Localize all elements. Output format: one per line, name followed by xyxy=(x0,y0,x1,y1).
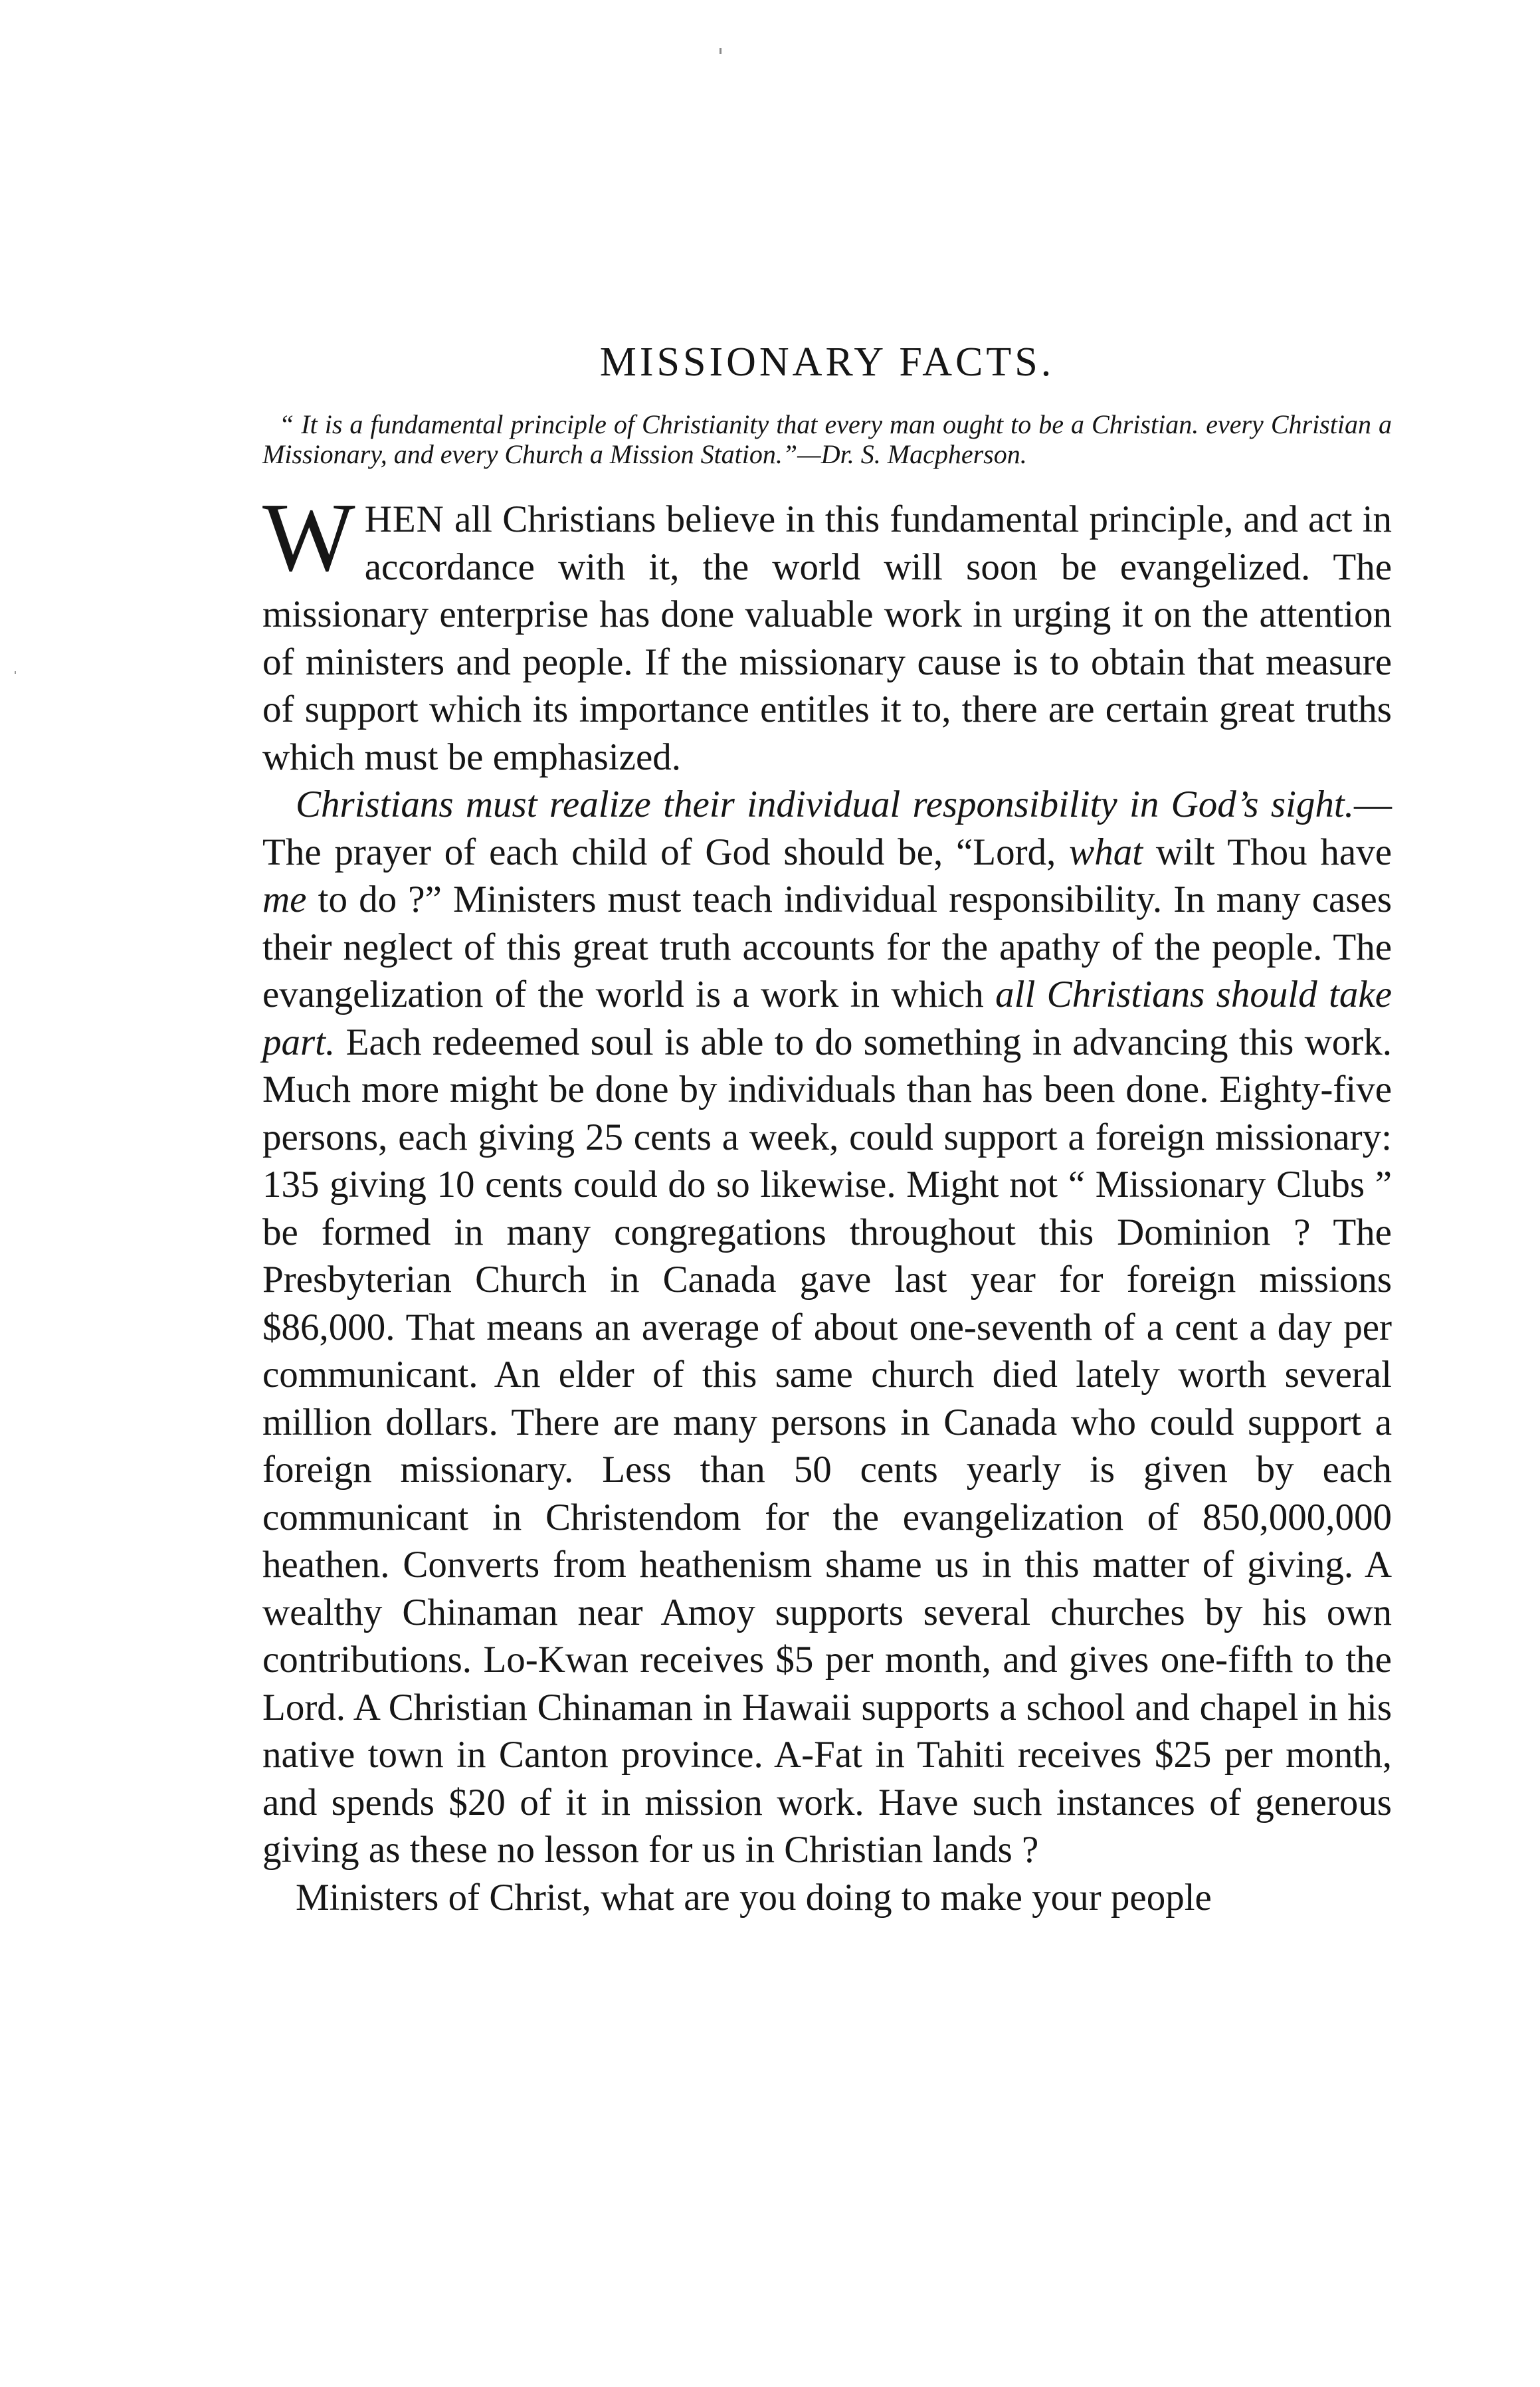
epigraph-quote: “ It is a fundamental principle of Christianity that every man ought to be a Christian. every Christian a Missionary, and every Church a Mission Station.”—Dr. S. Macpherson. xyxy=(262,409,1392,469)
emphasis: what xyxy=(1069,831,1143,873)
body-text: wilt Thou have xyxy=(1143,831,1393,873)
scan-speck xyxy=(15,671,16,674)
body-text: —The prayer of each child of God should be, “Lord, xyxy=(262,783,1392,873)
text-column xyxy=(262,339,1392,1921)
intro-paragraph xyxy=(262,483,1392,781)
intro-body: all Christians believe in this fundamental principle, and act in accordance with it, the world will soon be evangelized. The missionary enterprise has done valuable work in urging it on the attention of ministers and people. If the missionary cause is to obtain that measure of support which its importance entitles it to, there are certain great truths which must be emphasized. xyxy=(262,498,1392,778)
emphasis: all Christians should take part. xyxy=(262,974,1392,1063)
page-title: MISSIONARY FACTS. xyxy=(599,340,1055,385)
section-heading: Christians must realize their individual responsibility in God’s sight. xyxy=(296,783,1354,825)
drop-cap: W xyxy=(262,483,355,592)
body-text: Each redeemed soul is able to do something in advancing this work. Much more might be done by individuals than has been done. Eighty-five persons, each giving 25 cents a week, could support a foreign missionary: 135 giving 10 cents could do so likewise. Might not “ Missionary Clubs ” be formed in many congregations throughout this Dominion ? The Presbyterian Church in Canada gave last year for foreign missions $86,000. That means an average of about one-seventh of a cent a day per communicant. An elder of this same church died lately worth several million dollars. There are many persons in Canada who could support a foreign missionary. Less than 50 cents yearly is given by each communicant in Christendom for the evangelization of 850,000,000 heathen. Converts from heathenism shame us in this matter of giving. A wealthy Chinaman near Amoy supports several churches by his own contributions. Lo-Kwan receives $5 per month, and gives one-fifth to the Lord. A Christian Chinaman in Hawaii supports a school and chapel in his native town in Canton province. A-Fat in Tahiti receives $25 per month, and spends $20 of it in mission work. Have such instances of generous giving as these no lesson for us in Christian lands ? xyxy=(262,1021,1392,1871)
responsibility-paragraph xyxy=(262,781,1392,1874)
emphasis: me xyxy=(262,879,307,920)
closing-paragraph: Ministers of Christ, what are you doing to make your people xyxy=(296,1876,1212,1919)
body-text: to do ?” Ministers must teach individual responsibility. In many cases their neglect of this great truth accounts for the apathy of the people. The evangelization of the world is a work in which xyxy=(262,879,1392,1015)
intro-caps: HEN xyxy=(364,498,444,540)
scan-speck xyxy=(720,48,722,54)
